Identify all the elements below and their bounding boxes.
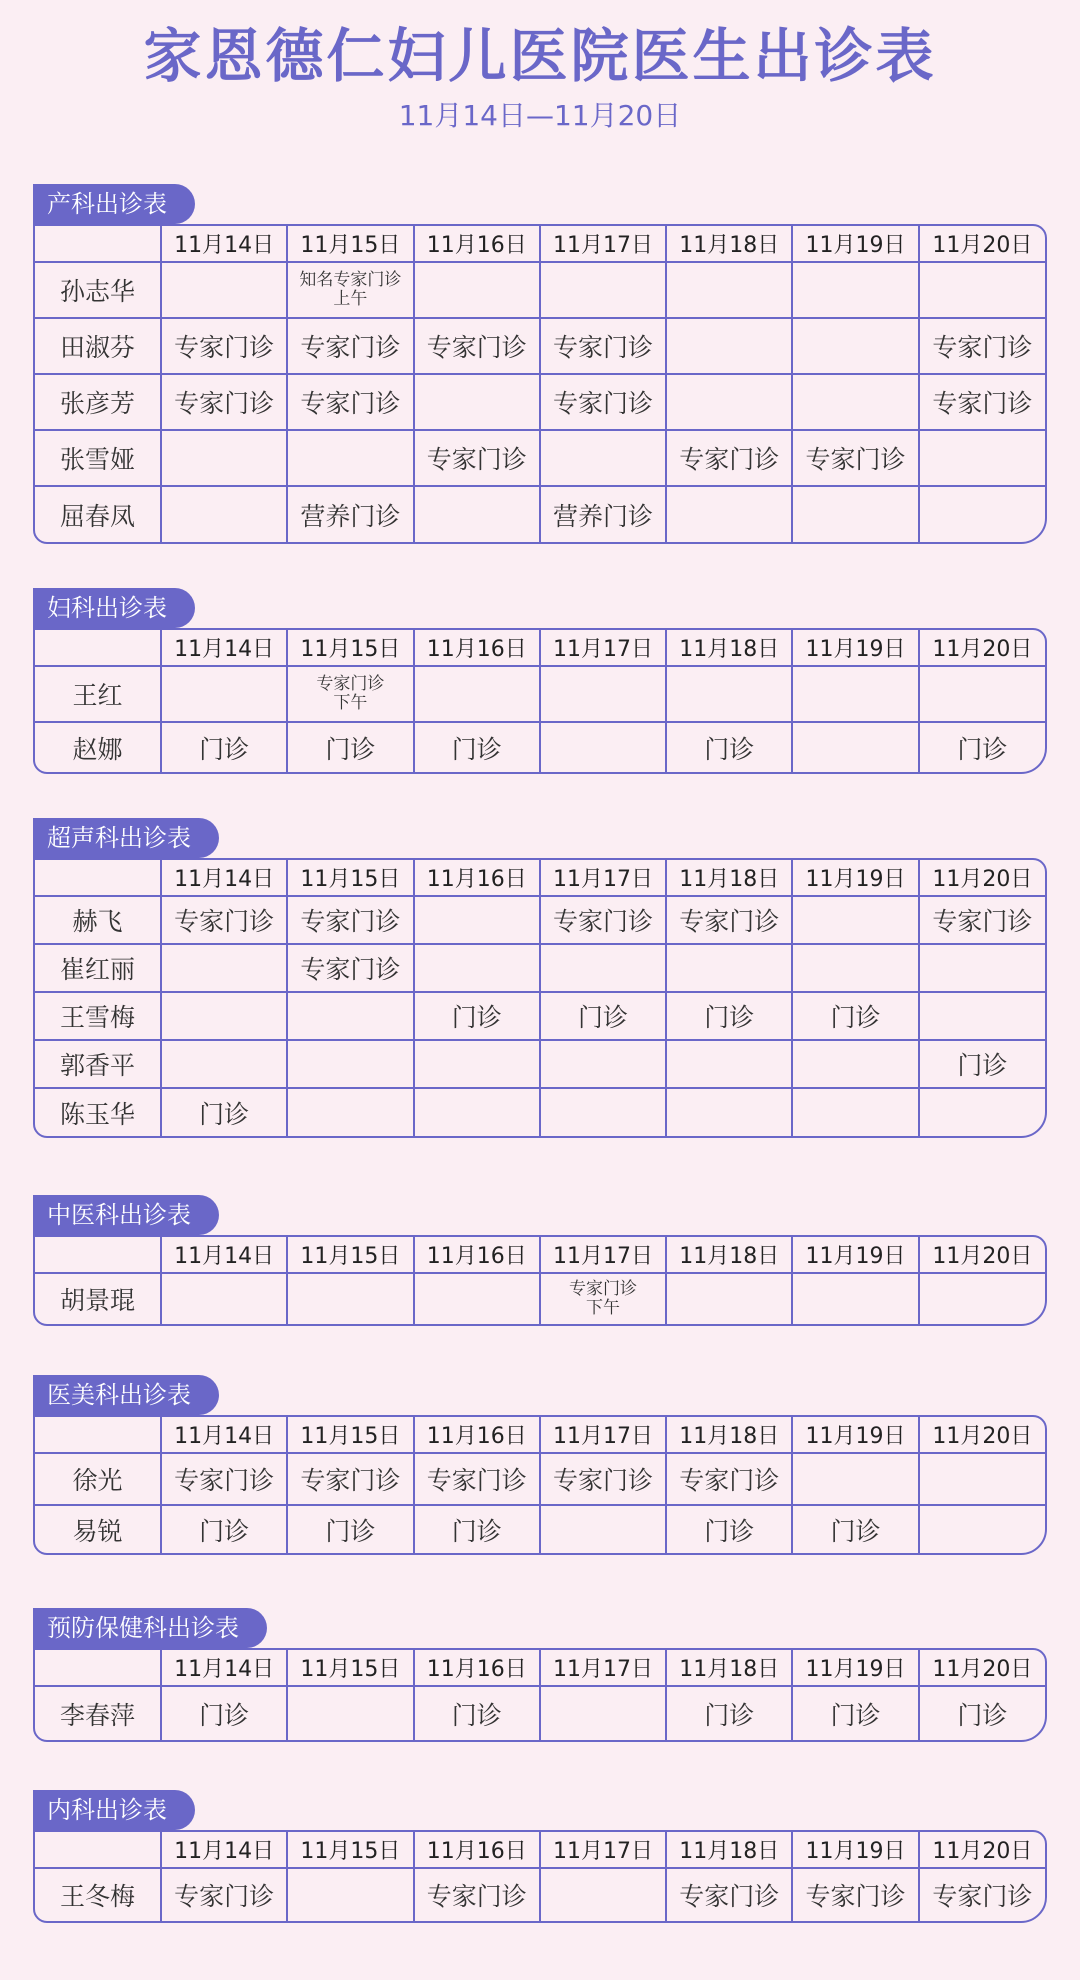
schedule-cell: 门诊: [792, 1505, 918, 1553]
date-header: 11月14日: [161, 630, 287, 666]
date-header: 11月15日: [287, 1237, 413, 1273]
doctor-name: 崔红丽: [35, 944, 161, 992]
date-header: 11月20日: [919, 630, 1045, 666]
schedule-cell: 门诊: [666, 1686, 792, 1740]
schedule-cell: [792, 1088, 918, 1136]
schedule-cell: [287, 992, 413, 1040]
schedule-cell: 门诊: [666, 992, 792, 1040]
schedule-cell: [919, 1273, 1045, 1324]
schedule-cell: [414, 374, 540, 430]
schedule-cell: 门诊: [287, 1505, 413, 1553]
section-title: 妇科出诊表: [33, 588, 195, 628]
date-header: 11月19日: [792, 1650, 918, 1686]
schedule-cell: 门诊: [161, 1505, 287, 1553]
schedule-cell: 门诊: [666, 722, 792, 772]
schedule-cell: [919, 486, 1045, 542]
schedule-cell: [919, 1453, 1045, 1505]
date-header: 11月19日: [792, 1832, 918, 1868]
date-header: 11月19日: [792, 1237, 918, 1273]
doctor-name: 郭香平: [35, 1040, 161, 1088]
date-header: 11月15日: [287, 630, 413, 666]
schedule-cell: [540, 1040, 666, 1088]
date-header: 11月20日: [919, 226, 1045, 262]
corner-cell: [35, 1417, 161, 1453]
schedule-cell: [414, 896, 540, 944]
table-row: [35, 1686, 1045, 1740]
schedule-cell: [414, 262, 540, 318]
doctor-name: 易锐: [35, 1505, 161, 1553]
schedule-cell: 门诊: [414, 1505, 540, 1553]
doctor-name: 李春萍: [35, 1686, 161, 1740]
header-row: [35, 860, 1045, 896]
corner-cell: [35, 630, 161, 666]
corner-cell: [35, 226, 161, 262]
date-header: 11月15日: [287, 1650, 413, 1686]
date-header: 11月19日: [792, 630, 918, 666]
doctor-name: 王冬梅: [35, 1868, 161, 1921]
schedule-cell: 专家门诊: [540, 1453, 666, 1505]
date-header: 11月20日: [919, 1650, 1045, 1686]
date-header: 11月16日: [414, 1832, 540, 1868]
schedule-cell: [666, 1040, 792, 1088]
schedule-cell: [666, 374, 792, 430]
header-row: [35, 1832, 1045, 1868]
schedule-cell: [792, 666, 918, 722]
schedule-cell: 营养门诊: [287, 486, 413, 542]
schedule-cell: 专家门诊: [414, 1868, 540, 1921]
schedule-cell: 专家门诊: [161, 374, 287, 430]
schedule-cell: 门诊: [957, 734, 1008, 764]
schedule-cell: [540, 262, 666, 318]
date-header: 11月17日: [540, 226, 666, 262]
schedule-cell: 门诊: [414, 992, 540, 1040]
schedule-table: [33, 224, 1047, 544]
schedule-cell: 门诊: [792, 992, 918, 1040]
section-title: 产科出诊表: [33, 184, 195, 224]
schedule-cell: [161, 1040, 287, 1088]
header-row: [35, 1650, 1045, 1686]
table-row: [35, 1505, 1045, 1553]
date-header: 11月14日: [161, 1417, 287, 1453]
schedule-table: [33, 628, 1047, 774]
date-header: 11月16日: [414, 1650, 540, 1686]
date-header: 11月14日: [161, 1832, 287, 1868]
date-header: 11月18日: [666, 1237, 792, 1273]
schedule-cell: [792, 374, 918, 430]
schedule-cell: 专家门诊: [161, 318, 287, 374]
corner-cell: [35, 1832, 161, 1868]
schedule-cell: [161, 944, 287, 992]
date-header: 11月19日: [792, 1417, 918, 1453]
schedule-cell: [161, 992, 287, 1040]
doctor-name: 赵娜: [35, 722, 161, 772]
doctor-name: 赫飞: [35, 896, 161, 944]
date-header: 11月19日: [792, 860, 918, 896]
doctor-name: 张彦芳: [35, 374, 161, 430]
date-header: 11月15日: [287, 1832, 413, 1868]
schedule-cell: [666, 318, 792, 374]
schedule-cell: [919, 666, 1045, 722]
doctor-name: 徐光: [35, 1453, 161, 1505]
date-header: 11月14日: [161, 226, 287, 262]
schedule-cell: [287, 1273, 413, 1324]
date-header: 11月17日: [540, 860, 666, 896]
schedule-cell: [287, 430, 413, 486]
table-row: [35, 1040, 1045, 1088]
doctor-name: 陈玉华: [35, 1088, 161, 1136]
date-header: 11月18日: [666, 226, 792, 262]
schedule-cell: 专家门诊: [287, 318, 413, 374]
schedule-cell: [792, 722, 918, 772]
table-row: [35, 1273, 1045, 1324]
schedule-cell: 专家门诊: [919, 896, 1045, 944]
schedule-cell: 专家门诊: [919, 318, 1045, 374]
schedule-cell: [414, 1040, 540, 1088]
doctor-name: 张雪娅: [35, 430, 161, 486]
schedule-cell: 营养门诊: [540, 486, 666, 542]
schedule-cell: [792, 1453, 918, 1505]
date-header: 11月16日: [414, 860, 540, 896]
schedule-cell: [287, 1868, 413, 1921]
schedule-cell: [161, 1273, 287, 1324]
schedule-cell: [414, 944, 540, 992]
schedule-cell: [666, 944, 792, 992]
table-row: [35, 262, 1045, 318]
date-header: 11月15日: [287, 860, 413, 896]
date-header: 11月14日: [161, 1237, 287, 1273]
schedule-cell: [666, 486, 792, 542]
date-header: 11月16日: [414, 1237, 540, 1273]
schedule-cell: 专家门诊: [414, 430, 540, 486]
schedule-cell: 门诊: [414, 722, 540, 772]
schedule-cell: [792, 944, 918, 992]
schedule-cell: 知名专家门诊 上午: [287, 262, 413, 318]
doctor-name: 田淑芬: [35, 318, 161, 374]
schedule-cell: 门诊: [792, 1686, 918, 1740]
schedule-cell: 门诊: [161, 722, 287, 772]
table-row: [35, 722, 1045, 772]
table-row: [35, 1868, 1045, 1921]
schedule-cell: [287, 1088, 413, 1136]
schedule-cell: 专家门诊: [666, 896, 792, 944]
schedule-cell: [540, 430, 666, 486]
section-title: 内科出诊表: [33, 1790, 195, 1830]
schedule-cell: [666, 666, 792, 722]
schedule-cell: 专家门诊: [666, 430, 792, 486]
schedule-cell: [919, 262, 1045, 318]
schedule-cell: [161, 666, 287, 722]
date-header: 11月17日: [540, 1417, 666, 1453]
date-header: 11月20日: [919, 1237, 1045, 1273]
schedule-cell: 专家门诊 下午: [287, 666, 413, 722]
schedule-cell: [287, 1040, 413, 1088]
schedule-cell: [161, 262, 287, 318]
doctor-name: 王雪梅: [35, 992, 161, 1040]
schedule-cell: 专家门诊: [414, 1453, 540, 1505]
schedule-cell: 专家门诊: [540, 374, 666, 430]
table-row: [35, 896, 1045, 944]
header-row: [35, 1417, 1045, 1453]
schedule-cell: 门诊: [287, 722, 413, 772]
date-header: 11月18日: [666, 860, 792, 896]
schedule-cell: [666, 1088, 792, 1136]
schedule-cell: [919, 1088, 1045, 1136]
schedule-cell: 门诊: [161, 1088, 287, 1136]
schedule-cell: [792, 486, 918, 542]
date-header: 11月16日: [414, 630, 540, 666]
section-title: 预防保健科出诊表: [33, 1608, 267, 1648]
table-row: [35, 992, 1045, 1040]
date-header: 11月17日: [540, 1237, 666, 1273]
date-header: 11月17日: [540, 630, 666, 666]
schedule-cell: 门诊: [957, 1700, 1008, 1730]
date-header: 11月15日: [287, 1417, 413, 1453]
schedule-cell: 专家门诊: [792, 430, 918, 486]
schedule-cell: 专家门诊: [414, 318, 540, 374]
header-row: [35, 226, 1045, 262]
schedule-cell: [414, 486, 540, 542]
schedule-cell: [666, 262, 792, 318]
doctor-name: 胡景琨: [35, 1273, 161, 1324]
schedule-cell: [540, 1868, 666, 1921]
schedule-cell: 专家门诊: [666, 1868, 792, 1921]
schedule-cell: [792, 262, 918, 318]
schedule-cell: [540, 944, 666, 992]
schedule-cell: [414, 1088, 540, 1136]
section-title: 医美科出诊表: [33, 1375, 219, 1415]
schedule-table: [33, 858, 1047, 1138]
date-header: 11月20日: [919, 1832, 1045, 1868]
section-title: 中医科出诊表: [33, 1195, 219, 1235]
date-header: 11月18日: [666, 1417, 792, 1453]
schedule-cell: 专家门诊: [792, 1868, 918, 1921]
schedule-cell: 专家门诊: [666, 1453, 792, 1505]
schedule-cell: 专家门诊: [287, 944, 413, 992]
table-row: [35, 430, 1045, 486]
schedule-cell: [161, 486, 287, 542]
schedule-cell: 专家门诊: [287, 896, 413, 944]
table-row: [35, 486, 1045, 542]
schedule-cell: 专家门诊: [161, 1453, 287, 1505]
section-title: 超声科出诊表: [33, 818, 219, 858]
schedule-table: [33, 1235, 1047, 1326]
schedule-table: [33, 1415, 1047, 1555]
date-range: 11月14日—11月20日: [398, 99, 682, 132]
schedule-cell: [919, 992, 1045, 1040]
date-header: 11月14日: [161, 1650, 287, 1686]
date-header: 11月19日: [792, 226, 918, 262]
schedule-cell: [414, 666, 540, 722]
date-header: 11月16日: [414, 1417, 540, 1453]
doctor-name: 屈春凤: [35, 486, 161, 542]
schedule-table: [33, 1830, 1047, 1923]
schedule-cell: [919, 1505, 1045, 1553]
schedule-cell: 专家门诊: [287, 374, 413, 430]
schedule-cell: [161, 430, 287, 486]
schedule-cell: 专家门诊: [161, 1868, 287, 1921]
schedule-cell: [919, 430, 1045, 486]
schedule-cell: 专家门诊: [540, 896, 666, 944]
schedule-cell: 门诊: [919, 1040, 1045, 1088]
schedule-cell: [287, 1686, 413, 1740]
date-header: 11月17日: [540, 1832, 666, 1868]
date-header: 11月18日: [666, 630, 792, 666]
schedule-cell: 门诊: [161, 1686, 287, 1740]
page-title: 家恩德仁妇儿医院医生出诊表: [143, 22, 937, 90]
schedule-cell: 专家门诊: [161, 896, 287, 944]
schedule-cell: 专家门诊: [932, 1882, 1033, 1911]
date-header: 11月16日: [414, 226, 540, 262]
schedule-cell: [540, 722, 666, 772]
header-row: [35, 630, 1045, 666]
table-row: [35, 944, 1045, 992]
doctor-name: 孙志华: [35, 262, 161, 318]
schedule-cell: [919, 944, 1045, 992]
corner-cell: [35, 1650, 161, 1686]
schedule-table: [33, 1648, 1047, 1742]
corner-cell: [35, 860, 161, 896]
schedule-cell: [792, 896, 918, 944]
corner-cell: [35, 1237, 161, 1273]
date-header: 11月14日: [161, 860, 287, 896]
doctor-name: 王红: [35, 666, 161, 722]
schedule-cell: [540, 1088, 666, 1136]
header-row: [35, 1237, 1045, 1273]
schedule-cell: [792, 318, 918, 374]
schedule-cell: [666, 1273, 792, 1324]
date-header: 11月17日: [540, 1650, 666, 1686]
schedule-cell: 专家门诊: [919, 374, 1045, 430]
table-row: [35, 1453, 1045, 1505]
schedule-cell: [792, 1040, 918, 1088]
schedule-cell: [540, 1505, 666, 1553]
schedule-cell: 门诊: [414, 1686, 540, 1740]
date-header: 11月15日: [287, 226, 413, 262]
schedule-cell: 门诊: [540, 992, 666, 1040]
table-row: [35, 318, 1045, 374]
schedule-cell: 专家门诊: [540, 318, 666, 374]
schedule-cell: [540, 1686, 666, 1740]
table-row: [35, 666, 1045, 722]
schedule-cell: 专家门诊 下午: [540, 1273, 666, 1324]
schedule-cell: [792, 1273, 918, 1324]
date-header: 11月20日: [919, 860, 1045, 896]
table-row: [35, 1088, 1045, 1136]
date-header: 11月18日: [666, 1650, 792, 1686]
schedule-cell: [540, 666, 666, 722]
schedule-cell: [414, 1273, 540, 1324]
schedule-cell: 门诊: [666, 1505, 792, 1553]
schedule-cell: 专家门诊: [287, 1453, 413, 1505]
date-header: 11月20日: [919, 1417, 1045, 1453]
table-row: [35, 374, 1045, 430]
date-header: 11月18日: [666, 1832, 792, 1868]
